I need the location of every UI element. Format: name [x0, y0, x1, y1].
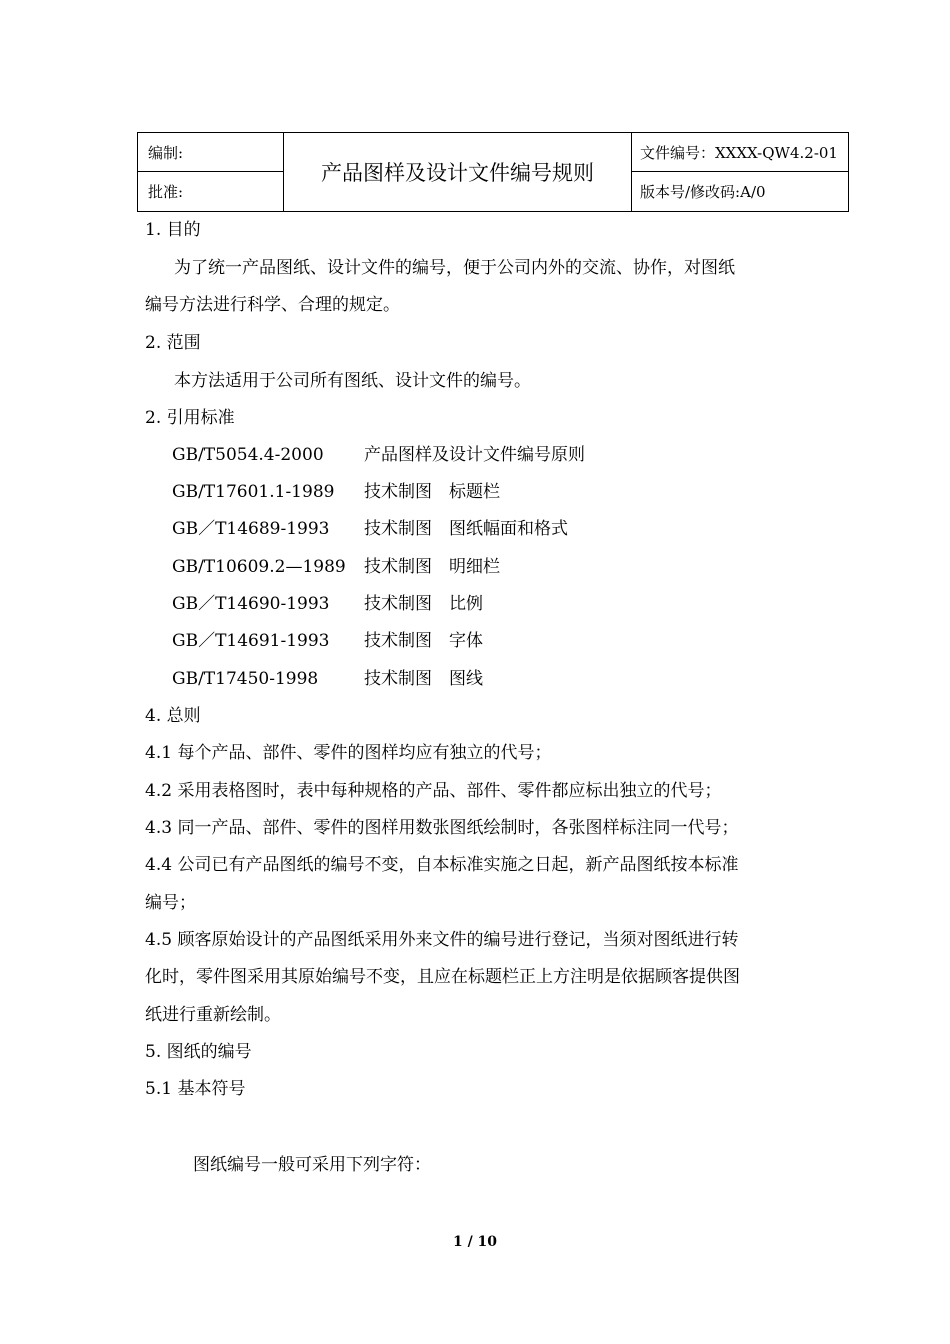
- version-code: 版本号/修改码:A/0: [640, 183, 766, 201]
- standard-name: 产品图样及设计文件编号原则: [364, 445, 585, 465]
- edit-label: 编制:: [138, 133, 284, 172]
- general-rule-4-4-line2: 编号；: [145, 893, 196, 913]
- scope-heading: 2. 范围: [145, 333, 201, 353]
- general-rule-4-3: 4.3 同一产品、部件、零件的图样用数张图纸绘制时，各张图样标注同一代号；: [145, 818, 739, 838]
- standard-name: 技术制图 字体: [364, 631, 483, 651]
- standard-name: 技术制图 比例: [364, 594, 483, 614]
- standard-code: GB／T14690-1993: [172, 594, 330, 614]
- basic-symbols-heading: 5.1 基本符号: [145, 1079, 246, 1099]
- numbering-heading: 5. 图纸的编号: [145, 1042, 252, 1062]
- general-rule-4-5-line2: 化时，零件图采用其原始编号不变，且应在标题栏正上方注明是依据顾客提供图: [145, 967, 740, 987]
- general-rule-4-1: 4.1 每个产品、部件、零件的图样均应有独立的代号；: [145, 743, 552, 763]
- purpose-heading: 1. 目的: [145, 220, 201, 240]
- standard-code: GB/T10609.2—1989: [172, 557, 346, 577]
- standard-code: GB／T14689-1993: [172, 519, 330, 539]
- standard-code: GB／T14691-1993: [172, 631, 330, 651]
- page-number: 1 / 10: [452, 1234, 498, 1250]
- document-header-table: [137, 132, 849, 212]
- scope-text: 本方法适用于公司所有图纸、设计文件的编号。: [174, 371, 531, 391]
- general-rule-4-5-line3: 纸进行重新绘制。: [145, 1005, 281, 1025]
- general-rule-4-5-line1: 4.5 顾客原始设计的产品图纸采用外来文件的编号进行登记，当须对图纸进行转: [145, 930, 739, 950]
- standard-name: 技术制图 标题栏: [364, 482, 500, 502]
- general-rule-4-2: 4.2 采用表格图时，表中每种规格的产品、部件、零件都应标出独立的代号；: [145, 781, 722, 801]
- general-rule-4-4-line1: 4.4 公司已有产品图纸的编号不变，自本标准实施之日起，新产品图纸按本标准: [145, 855, 739, 875]
- standard-name: 技术制图 明细栏: [364, 557, 500, 577]
- standard-name: 技术制图 图纸幅面和格式: [364, 519, 568, 539]
- document-number: 文件编号：XXXX-QW4.2-01: [632, 133, 848, 172]
- approve-label: 批准:: [138, 172, 284, 211]
- general-heading: 4. 总则: [145, 706, 201, 726]
- purpose-text-line1: 为了统一产品图纸、设计文件的编号，便于公司内外的交流、协作，对图纸: [174, 258, 735, 278]
- purpose-text-line2: 编号方法进行科学、合理的规定。: [145, 295, 400, 315]
- reference-standards-heading: 2. 引用标准: [145, 408, 235, 428]
- document-title: 产品图样及设计文件编号规则: [284, 133, 632, 211]
- standard-code: GB/T17601.1-1989: [172, 482, 335, 502]
- standard-name: 技术制图 图线: [364, 669, 483, 689]
- characters-intro: 图纸编号一般可采用下列字符：: [193, 1155, 431, 1175]
- standard-code: GB/T5054.4-2000: [172, 445, 324, 465]
- standard-code: GB/T17450-1998: [172, 669, 319, 689]
